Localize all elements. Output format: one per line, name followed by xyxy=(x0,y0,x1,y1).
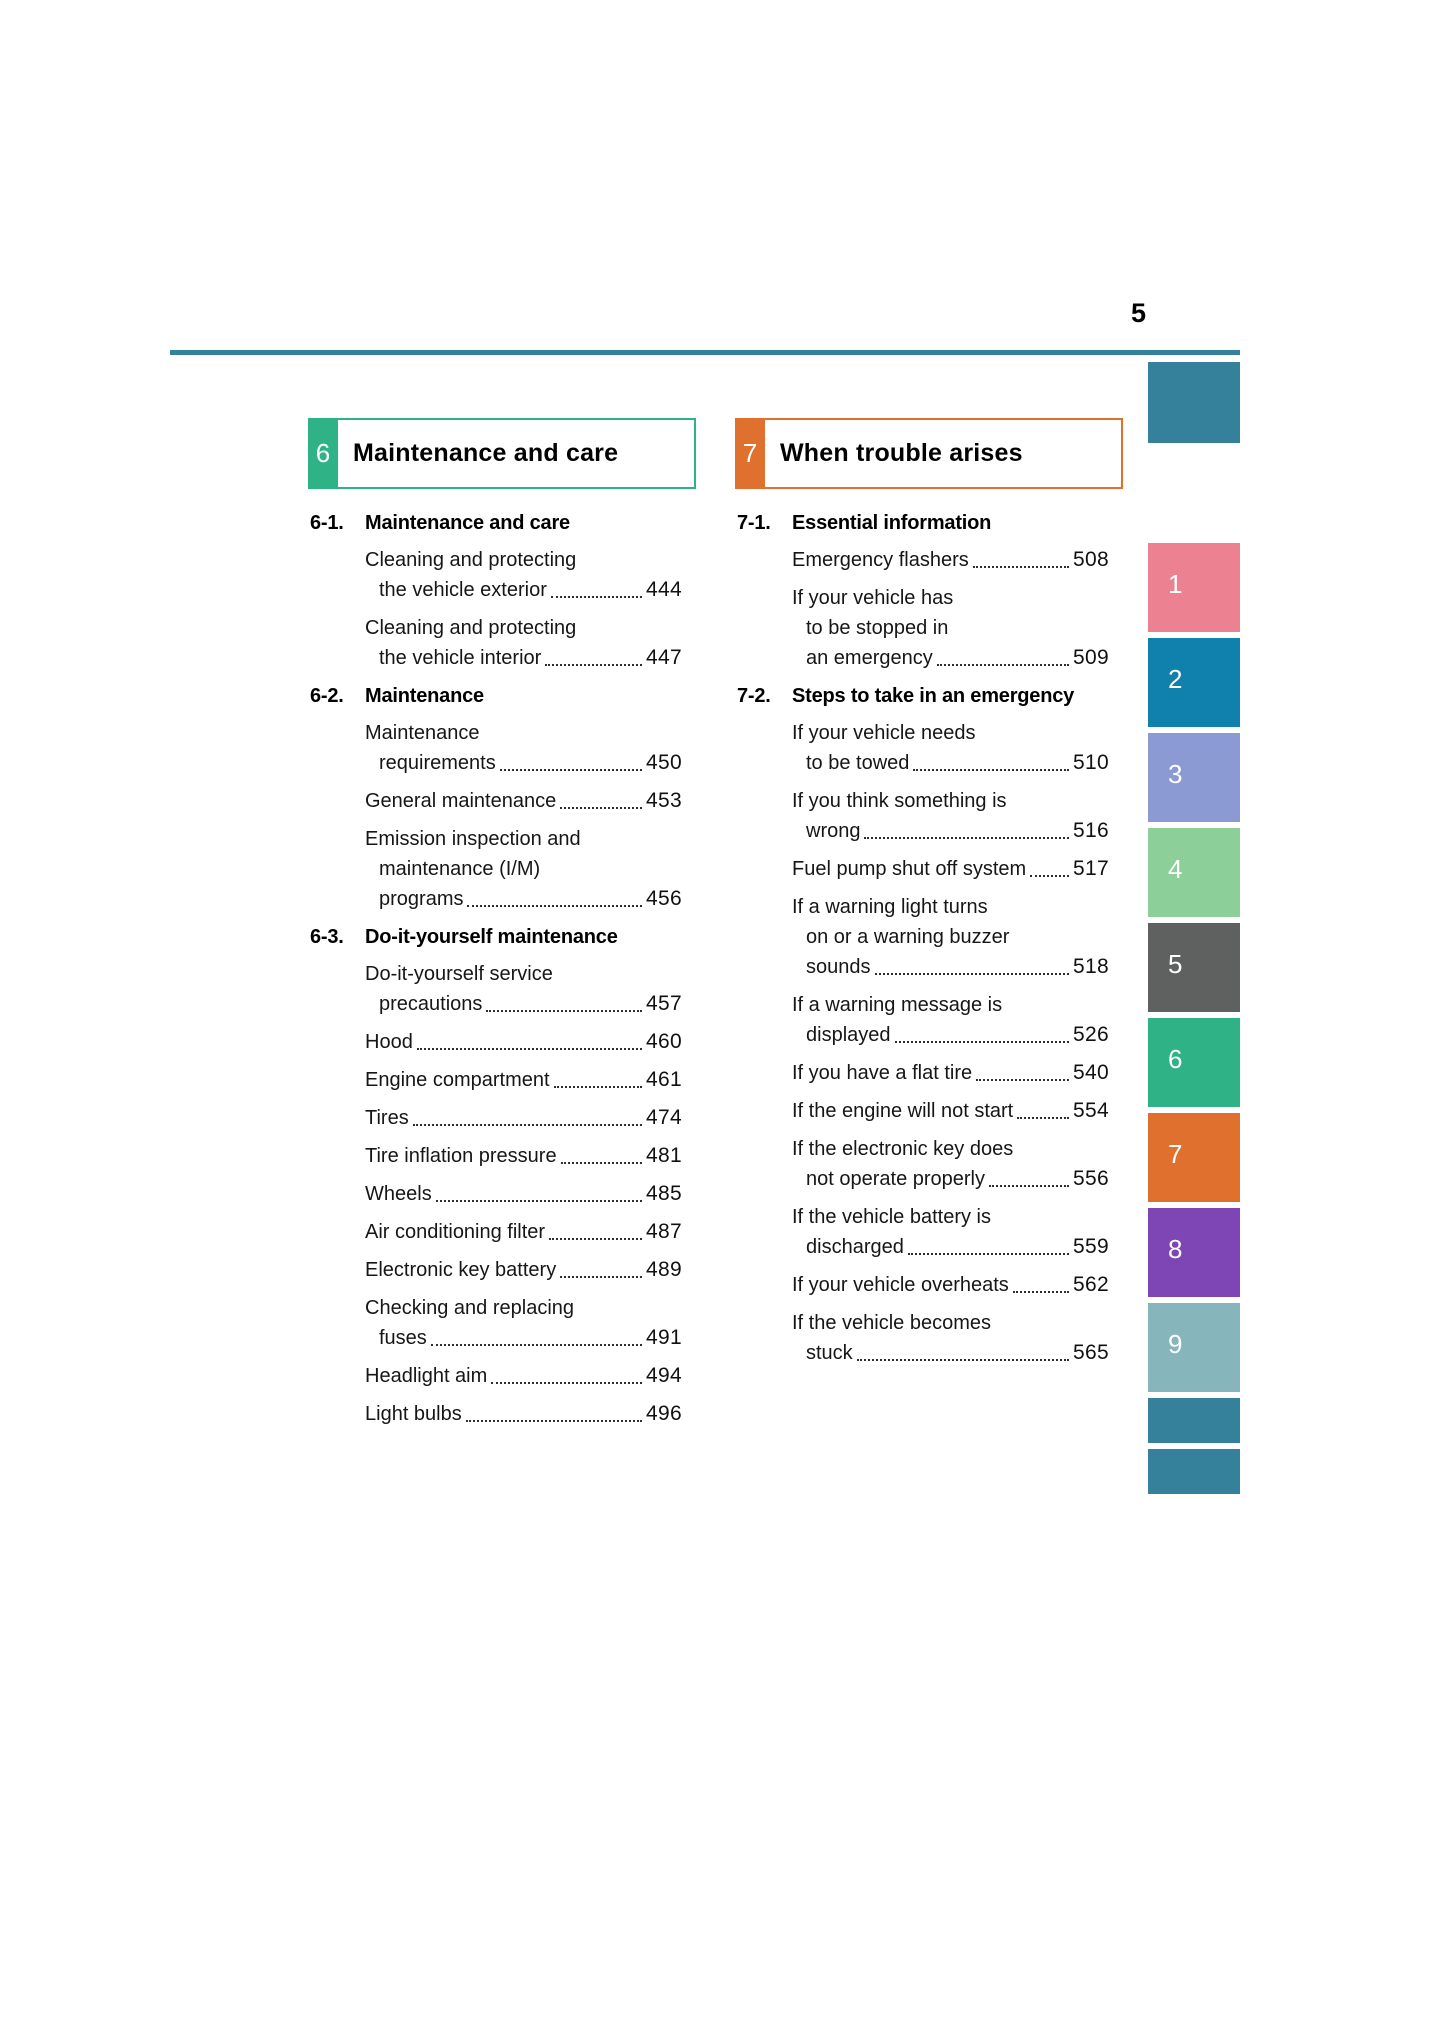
toc-entry xyxy=(792,892,1109,982)
toc-entry-last-line xyxy=(792,1164,1109,1194)
toc-entry xyxy=(792,718,1109,778)
toc-entry xyxy=(365,1103,682,1133)
sidebar-tab-label: 2 xyxy=(1168,663,1183,694)
subsection-label: 7-2. xyxy=(737,685,771,707)
toc-entry-text: Tires xyxy=(365,1107,409,1129)
thumb-index-sidebar xyxy=(1148,362,1240,1500)
toc-entry-last-line xyxy=(792,816,1109,846)
toc-entry-text: fuses xyxy=(379,1327,427,1349)
toc-entry-last-line xyxy=(792,1096,1109,1126)
sidebar-marker xyxy=(1148,1449,1240,1494)
toc-entry-line: If you think something is xyxy=(792,790,1007,812)
toc-entry-text: If the engine will not start xyxy=(792,1100,1014,1122)
toc-page-number: 457 xyxy=(646,992,682,1015)
toc-entry-text: Engine compartment xyxy=(365,1069,550,1091)
toc-entry xyxy=(792,1270,1109,1300)
toc-leader-dots xyxy=(413,1124,642,1126)
subsection-heading xyxy=(310,508,696,538)
toc-leader-dots xyxy=(908,1253,1069,1255)
toc-leader-dots xyxy=(895,1041,1070,1043)
toc-entry xyxy=(365,1027,682,1057)
toc-page-number: 491 xyxy=(646,1326,682,1349)
toc-entry-text: Emergency flashers xyxy=(792,549,969,571)
toc-entry xyxy=(792,990,1109,1050)
sidebar-tab-label: 3 xyxy=(1168,758,1183,789)
toc-page-number: 509 xyxy=(1073,646,1109,669)
toc-leader-dots xyxy=(417,1048,642,1050)
toc-entry-text: Light bulbs xyxy=(365,1403,462,1425)
toc-entry-line: Cleaning and protecting xyxy=(365,617,577,639)
toc-entry-text: Headlight aim xyxy=(365,1365,488,1387)
toc-page-number: 481 xyxy=(646,1144,682,1167)
toc-entry-line: If the vehicle battery is xyxy=(792,1206,991,1228)
toc-leader-dots xyxy=(545,664,642,666)
subsection-label: 6-1. xyxy=(310,512,344,534)
toc-entry xyxy=(365,1361,682,1391)
toc-entry-last-line xyxy=(792,854,1109,884)
toc-entry-line: Maintenance xyxy=(365,722,480,744)
toc-entry xyxy=(365,1065,682,1095)
toc-leader-dots xyxy=(561,1162,642,1164)
toc-leader-dots xyxy=(554,1086,643,1088)
sidebar-tab-7 xyxy=(1148,1113,1240,1202)
toc-entry xyxy=(792,786,1109,846)
toc-entry-last-line xyxy=(365,1399,682,1429)
toc-entry xyxy=(792,1308,1109,1368)
toc-leader-dots xyxy=(976,1079,1069,1081)
toc-leader-dots xyxy=(491,1382,642,1384)
toc-entry xyxy=(365,1217,682,1247)
toc-entry xyxy=(792,545,1109,575)
subsection-heading xyxy=(737,508,1123,538)
toc-entry xyxy=(365,613,682,673)
toc-page-number: 518 xyxy=(1073,955,1109,978)
toc-entry xyxy=(792,1096,1109,1126)
toc-entry-last-line xyxy=(792,1338,1109,1368)
toc-entry-last-line xyxy=(365,989,682,1019)
toc-entry-text: Wheels xyxy=(365,1183,432,1205)
toc-page-number: 447 xyxy=(646,646,682,669)
toc-page-number: 444 xyxy=(646,578,682,601)
toc-entry-text: not operate properly xyxy=(806,1168,986,1190)
toc-entry-text: stuck xyxy=(806,1342,853,1364)
toc-entry-last-line xyxy=(792,1020,1109,1050)
toc-entry-line: maintenance (I/M) xyxy=(379,858,541,880)
toc-entry-text: the vehicle interior xyxy=(379,647,542,669)
page-number: 5 xyxy=(1130,298,1146,328)
toc-entry xyxy=(365,545,682,605)
toc-page-number: 562 xyxy=(1073,1273,1109,1296)
subsection-title: Steps to take in an emergency xyxy=(792,685,1075,707)
toc-entry-line: Checking and replacing xyxy=(365,1297,575,1319)
sidebar-tab-label: 6 xyxy=(1168,1043,1183,1074)
toc-entry-last-line xyxy=(792,545,1109,575)
toc-column-left xyxy=(308,418,696,1437)
toc-entry-last-line xyxy=(365,1179,682,1209)
toc-leader-dots xyxy=(875,973,1070,975)
toc-entry-text: If you have a flat tire xyxy=(792,1062,973,1084)
toc-page-number: 565 xyxy=(1073,1341,1109,1364)
sidebar-tab-1 xyxy=(1148,543,1240,632)
toc-leader-dots xyxy=(486,1010,642,1012)
toc-entry-line: If a warning light turns xyxy=(792,896,988,918)
toc-entry-line: Cleaning and protecting xyxy=(365,549,577,571)
toc-leader-dots xyxy=(560,807,642,809)
section-header-box xyxy=(308,418,696,489)
section-toc-list xyxy=(735,508,1123,1368)
section-toc-list xyxy=(308,508,696,1429)
toc-page-number: 517 xyxy=(1073,857,1109,880)
toc-leader-dots xyxy=(436,1200,642,1202)
toc-page-number: 508 xyxy=(1073,548,1109,571)
subsection-entries xyxy=(792,545,1109,673)
toc-page-number: 554 xyxy=(1073,1099,1109,1122)
toc-leader-dots xyxy=(857,1359,1069,1361)
toc-entry-line: If your vehicle has xyxy=(792,587,954,609)
toc-entry-last-line xyxy=(792,1058,1109,1088)
toc-page-number: 540 xyxy=(1073,1061,1109,1084)
toc-entry-text: displayed xyxy=(806,1024,891,1046)
toc-page-number: 526 xyxy=(1073,1023,1109,1046)
toc-entry-text: the vehicle exterior xyxy=(379,579,547,601)
toc-leader-dots xyxy=(989,1185,1069,1187)
subsection-title: Do-it-yourself maintenance xyxy=(365,926,618,948)
toc-leader-dots xyxy=(467,905,642,907)
toc-entry xyxy=(365,1179,682,1209)
toc-entry-text: programs xyxy=(379,888,464,910)
toc-entry xyxy=(365,786,682,816)
subsection-title: Maintenance and care xyxy=(365,512,570,534)
toc-entry xyxy=(365,959,682,1019)
toc-leader-dots xyxy=(864,837,1069,839)
toc-entry-text: an emergency xyxy=(806,647,933,669)
toc-leader-dots xyxy=(913,769,1069,771)
toc-entry-line: If the vehicle becomes xyxy=(792,1312,991,1334)
toc-entry xyxy=(365,718,682,778)
toc-leader-dots xyxy=(551,596,642,598)
toc-entry-text: requirements xyxy=(379,752,496,774)
toc-page-number: 485 xyxy=(646,1182,682,1205)
toc-entry-text: Air conditioning filter xyxy=(365,1221,546,1243)
toc-leader-dots xyxy=(431,1344,642,1346)
toc-entry xyxy=(792,1134,1109,1194)
toc-entry-last-line xyxy=(792,952,1109,982)
toc-page-number: 510 xyxy=(1073,751,1109,774)
toc-page-number: 556 xyxy=(1073,1167,1109,1190)
sidebar-tab-3 xyxy=(1148,733,1240,822)
subsection-heading xyxy=(737,681,1123,711)
toc-entry xyxy=(792,1058,1109,1088)
toc-page-number: 489 xyxy=(646,1258,682,1281)
toc-leader-dots xyxy=(1017,1117,1069,1119)
toc-page-number: 474 xyxy=(646,1106,682,1129)
toc-page-number: 450 xyxy=(646,751,682,774)
toc-entry-text: sounds xyxy=(806,956,871,978)
toc-entry-text: precautions xyxy=(379,993,483,1015)
sidebar-tab-8 xyxy=(1148,1208,1240,1297)
toc-page-number: 559 xyxy=(1073,1235,1109,1258)
toc-entry xyxy=(365,1141,682,1171)
toc-entry-last-line xyxy=(365,748,682,778)
toc-entry-text: If your vehicle overheats xyxy=(792,1274,1009,1296)
toc-entry xyxy=(792,1202,1109,1262)
toc-entry xyxy=(792,583,1109,673)
toc-entry-line: If the electronic key does xyxy=(792,1138,1014,1160)
toc-entry-text: wrong xyxy=(806,820,861,842)
toc-entry-line: to be stopped in xyxy=(806,617,949,639)
toc-leader-dots xyxy=(549,1238,642,1240)
toc-page-number: 487 xyxy=(646,1220,682,1243)
subsection-entries xyxy=(365,959,682,1429)
section-number-badge: 6 xyxy=(308,418,338,489)
toc-leader-dots xyxy=(937,664,1069,666)
section-title: When trouble arises xyxy=(780,439,1023,467)
toc-entry-text: to be towed xyxy=(806,752,910,774)
toc-page-number: 453 xyxy=(646,789,682,812)
subsection-heading xyxy=(310,681,696,711)
section-number-badge: 7 xyxy=(735,418,765,489)
toc-page-number: 494 xyxy=(646,1364,682,1387)
sidebar-tab-2 xyxy=(1148,638,1240,727)
sidebar-marker xyxy=(1148,1398,1240,1443)
toc-entry-last-line xyxy=(792,748,1109,778)
toc-leader-dots xyxy=(466,1420,642,1422)
subsection-entries xyxy=(792,718,1109,1368)
toc-entry-last-line xyxy=(365,1141,682,1171)
toc-entry xyxy=(365,1293,682,1353)
toc-entry-text: Tire inflation pressure xyxy=(365,1145,557,1167)
subsection-entries xyxy=(365,718,682,914)
subsection-title: Essential information xyxy=(792,512,992,534)
toc-page-number: 456 xyxy=(646,887,682,910)
toc-entry-last-line xyxy=(365,1361,682,1391)
toc-entry-text: Fuel pump shut off system xyxy=(792,858,1027,880)
toc-entry-last-line xyxy=(365,1323,682,1353)
toc-entry-text: Hood xyxy=(365,1031,413,1053)
toc-entry-last-line xyxy=(365,1255,682,1285)
sidebar-tab-label: 4 xyxy=(1168,853,1183,884)
toc-leader-dots xyxy=(500,769,642,771)
toc-entry-line: Do-it-yourself service xyxy=(365,963,553,985)
toc-page-number: 496 xyxy=(646,1402,682,1425)
toc-entry xyxy=(365,1255,682,1285)
toc-entry-line: If a warning message is xyxy=(792,994,1003,1016)
toc-page-number: 461 xyxy=(646,1068,682,1091)
sidebar-tab-6 xyxy=(1148,1018,1240,1107)
header-rule xyxy=(170,350,1240,355)
toc-entry-last-line xyxy=(792,643,1109,673)
toc-entry-last-line xyxy=(365,1103,682,1133)
toc-entry xyxy=(792,854,1109,884)
toc-entry xyxy=(365,824,682,914)
toc-entry-line: Emission inspection and xyxy=(365,828,581,850)
toc-entry-last-line xyxy=(365,884,682,914)
toc-leader-dots xyxy=(1013,1291,1069,1293)
toc-page-number: 460 xyxy=(646,1030,682,1053)
toc-entry xyxy=(365,1399,682,1429)
subsection-title: Maintenance xyxy=(365,685,484,707)
toc-entry-line: on or a warning buzzer xyxy=(806,926,1010,948)
toc-entry-line: If your vehicle needs xyxy=(792,722,976,744)
toc-page-number: 516 xyxy=(1073,819,1109,842)
sidebar-tab-5 xyxy=(1148,923,1240,1012)
sidebar-tab-label: 1 xyxy=(1168,568,1183,599)
subsection-entries xyxy=(365,545,682,673)
toc-entry-text: General maintenance xyxy=(365,790,557,812)
toc-entry-last-line xyxy=(365,575,682,605)
section-title: Maintenance and care xyxy=(353,439,619,467)
sidebar-tab-label: 8 xyxy=(1168,1233,1183,1264)
toc-entry-last-line xyxy=(365,1065,682,1095)
toc-leader-dots xyxy=(560,1276,642,1278)
toc-entry-text: discharged xyxy=(806,1236,904,1258)
sidebar-tab-label: 7 xyxy=(1168,1138,1183,1169)
subsection-label: 7-1. xyxy=(737,512,771,534)
toc-column-right xyxy=(735,418,1123,1376)
toc-entry-last-line xyxy=(792,1232,1109,1262)
subsection-heading xyxy=(310,922,696,952)
subsection-label: 6-3. xyxy=(310,926,344,948)
subsection-label: 6-2. xyxy=(310,685,344,707)
section-header-box xyxy=(735,418,1123,489)
sidebar-tab-label: 9 xyxy=(1168,1328,1183,1359)
sidebar-tab-9 xyxy=(1148,1303,1240,1392)
toc-entry-last-line xyxy=(365,1027,682,1057)
toc-entry-last-line xyxy=(792,1270,1109,1300)
toc-entry-last-line xyxy=(365,1217,682,1247)
toc-entry-last-line xyxy=(365,786,682,816)
toc-entry-last-line xyxy=(365,643,682,673)
toc-leader-dots xyxy=(1030,875,1069,877)
sidebar-tab-label: 5 xyxy=(1168,948,1183,979)
toc-leader-dots xyxy=(973,566,1069,568)
toc-entry-text: Electronic key battery xyxy=(365,1259,557,1281)
sidebar-marker xyxy=(1148,362,1240,443)
sidebar-tab-4 xyxy=(1148,828,1240,917)
